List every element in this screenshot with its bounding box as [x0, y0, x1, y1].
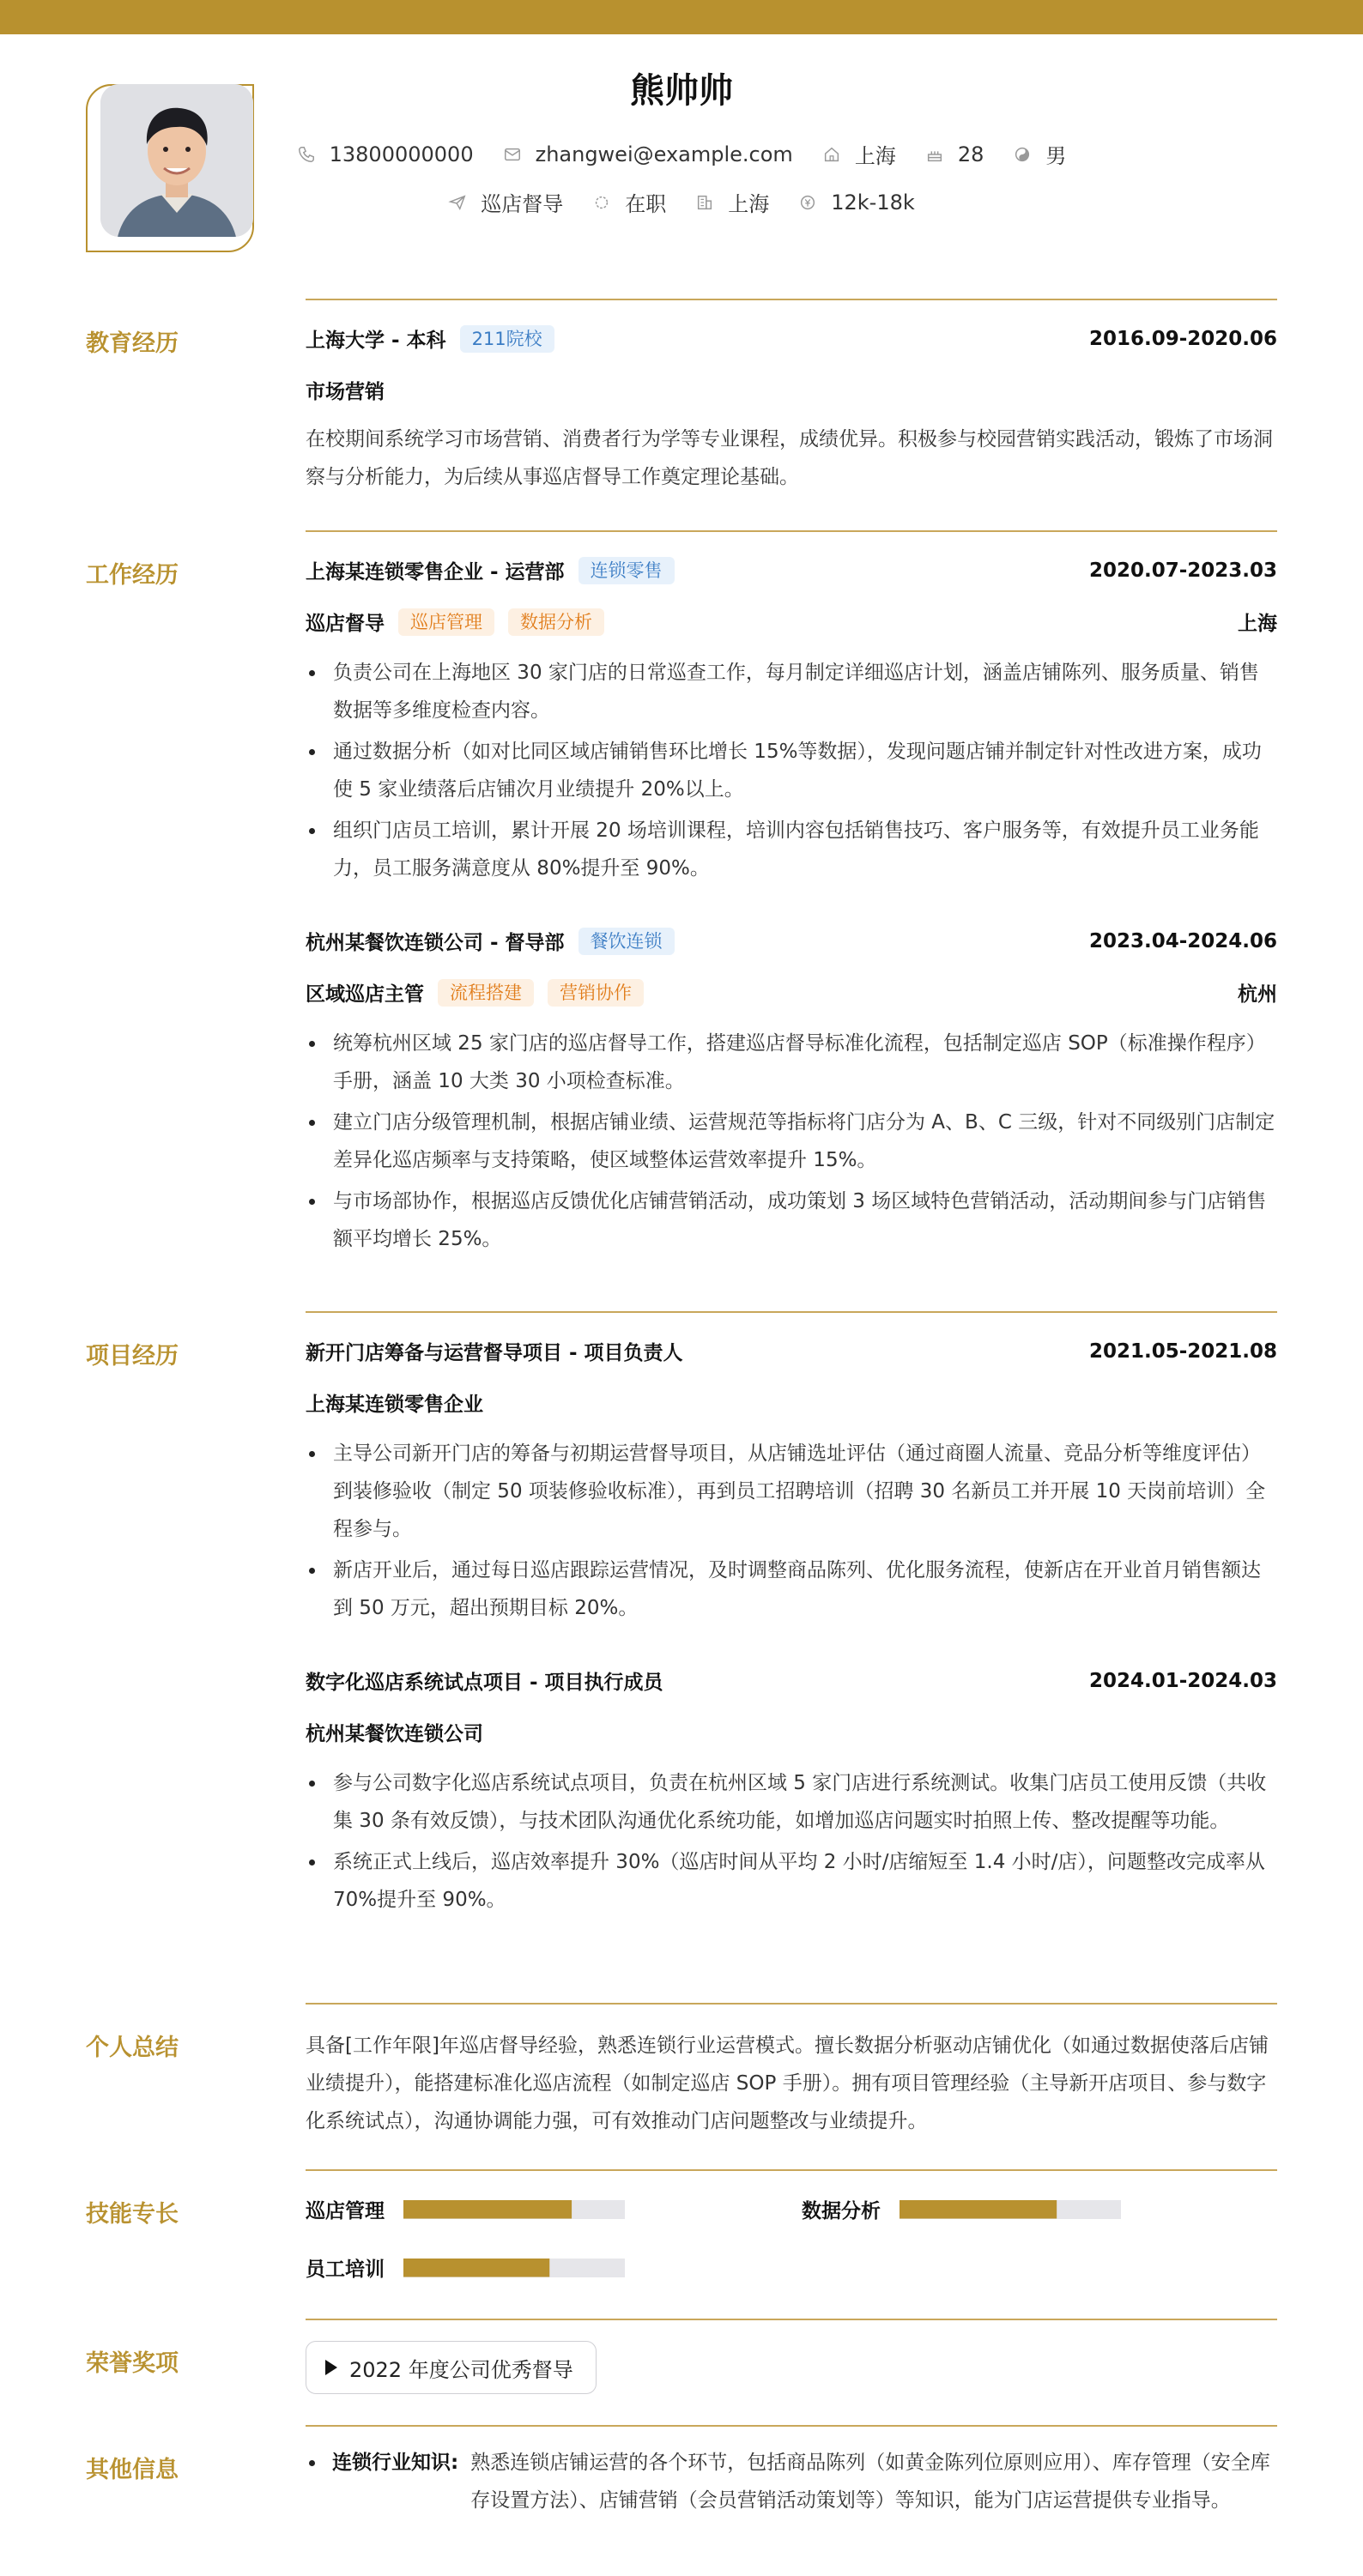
project-name: 新开门店筹备与运营督导项目 - 项目负责人 [306, 1342, 683, 1364]
project-2-header [306, 1666, 1277, 1695]
bullet-dot [309, 2460, 315, 2466]
job-1-bullets [306, 654, 1277, 891]
company-tag: 连锁零售 [579, 557, 675, 584]
job-2-role-row [306, 978, 1277, 1007]
skill-fill [403, 2200, 572, 2219]
job-date: 2020.07-2023.03 [1088, 559, 1277, 582]
email-item [503, 142, 793, 166]
section-title: 技能专长 [86, 2201, 179, 2228]
award-item[interactable] [306, 2341, 597, 2394]
age-text: 28 [957, 142, 984, 166]
position-text: 巡店督导 [481, 192, 564, 216]
section-divider [306, 2003, 1277, 2005]
building-icon [695, 193, 714, 212]
send-icon [448, 193, 467, 212]
status-text: 在职 [625, 192, 667, 216]
other-label: 连锁行业知识: [332, 2452, 459, 2474]
project-1-bullets [306, 1435, 1277, 1630]
company-tag: 餐饮连锁 [579, 928, 675, 955]
section-title: 工作经历 [86, 562, 179, 589]
skill-item [306, 2253, 625, 2282]
list-item: 与市场部协作，根据巡店反馈优化店铺营销活动，成功策划 3 场区域特色营销活动，活动期间参与门店销售额平均增长 25%。 [306, 1182, 1277, 1258]
project-org: 上海某连锁零售企业 [306, 1394, 483, 1416]
project-date: 2024.01-2024.03 [1088, 1669, 1277, 1692]
school-tag: 211院校 [460, 325, 554, 353]
section-divider [306, 2425, 1277, 2427]
section-title: 其他信息 [86, 2457, 179, 2483]
role-tag: 流程搭建 [438, 979, 534, 1007]
list-item: 通过数据分析（如对比同区域店铺销售环比增长 15%等数据），发现问题店铺并制定针对性改进方案，成功使 5 家业绩落后店铺次月业绩提升 20%以上。 [306, 733, 1277, 808]
job-role: 区域巡店主管 [306, 983, 424, 1006]
skill-item [802, 2195, 1121, 2223]
skill-bar [900, 2200, 1121, 2219]
phone-item [297, 142, 474, 166]
contact-info-row [0, 139, 1363, 169]
section-divider [306, 530, 1277, 532]
gender-text: 男 [1045, 144, 1067, 168]
other-item [306, 2444, 1277, 2519]
skill-bar [403, 2259, 625, 2277]
project-org: 杭州某餐饮连锁公司 [306, 1723, 483, 1745]
school-name: 上海大学 - 本科 [306, 330, 446, 352]
position-item [448, 187, 563, 217]
skill-item [306, 2195, 625, 2223]
project-2-bullets [306, 1764, 1277, 1922]
list-item: 系统正式上线后，巡店效率提升 30%（巡店时间从平均 2 小时/店缩短至 1.4 小时/店），问题整改完成率从 70%提升至 90%。 [306, 1843, 1277, 1919]
summary-text: 具备[工作年限]年巡店督导经验，熟悉连锁行业运营模式。擅长数据分析驱动店铺优化（如通过数据使落后店铺业绩提升），能搭建标准化巡店流程（如制定巡店 SOP 手册）。拥有项目管理经验（主导新开店项目、参与数字化系统试点），沟通协调能力强，可有效推动门店问题整改与业绩提升。 [306, 2035, 1269, 2132]
education-header-row [306, 324, 1277, 353]
section-divider [306, 2169, 1277, 2171]
triangle-right-icon [325, 2360, 337, 2375]
candidate-name: 熊帅帅 [630, 71, 733, 111]
list-item: 参与公司数字化巡店系统试点项目，负责在杭州区域 5 家门店进行系统测试。收集门店员工使用反馈（共收集 30 条有效反馈），与技术团队沟通优化系统功能，如增加巡店问题实时拍照上传、整改提醒等功能。 [306, 1764, 1277, 1840]
age-item [925, 142, 984, 166]
education-description: 在校期间系统学习市场营销、消费者行为学等专业课程，成绩优异。积极参与校园营销实践活动，锻炼了市场洞察与分析能力，为后续从事巡店督导工作奠定理论基础。 [306, 428, 1273, 488]
section-title: 个人总结 [86, 2035, 179, 2061]
email-text: zhangwei@example.com [535, 142, 793, 166]
major-row [306, 376, 1277, 404]
list-item: 组织门店员工培训，累计开展 20 场培训课程，培训内容包括销售技巧、客户服务等，有效提升员工业务能力，员工服务满意度从 80%提升至 90%。 [306, 812, 1277, 887]
gender-item [1013, 139, 1066, 169]
target-city-text: 上海 [728, 192, 770, 216]
skill-bar [403, 2200, 625, 2219]
list-item: 新店开业后，通过每日巡店跟踪运营情况，及时调整商品陈列、优化服务流程，使新店在开业首月销售额达到 50 万元，超出预期目标 20%。 [306, 1551, 1277, 1627]
section-title: 项目经历 [86, 1343, 179, 1370]
project-name: 数字化巡店系统试点项目 - 项目执行成员 [306, 1672, 663, 1694]
salary-text: 12k-18k [831, 190, 915, 215]
section-divider [306, 299, 1277, 300]
section-title: 教育经历 [86, 330, 179, 357]
home-icon [822, 145, 841, 164]
company-name: 上海某连锁零售企业 - 运营部 [306, 561, 565, 584]
status-icon [592, 193, 611, 212]
company-name: 杭州某餐饮连锁公司 - 督导部 [306, 932, 565, 954]
skill-name: 巡店管理 [306, 2200, 385, 2222]
list-item: 主导公司新开门店的筹备与初期运营督导项目，从店铺选址评估（通过商圈人流量、竞品分析等维度评估）到装修验收（制定 50 项装修验收标准），再到员工招聘培训（招聘 30 名新员工并开展 10 天岗前培训）全程参与。 [306, 1435, 1277, 1548]
job-intent-row [0, 187, 1363, 217]
top-accent-bar [0, 0, 1363, 34]
other-text: 熟悉连锁店铺运营的各个环节，包括商品陈列（如黄金陈列位原则应用）、库存管理（安全库存设置方法）、店铺营销（会员营销活动策划等）等知识，能为门店运营提供专业指导。 [470, 2452, 1270, 2512]
job-location: 上海 [1238, 613, 1277, 635]
salary-item [798, 190, 915, 215]
job-2-bullets [306, 1025, 1277, 1261]
status-item [592, 187, 666, 217]
role-tag: 营销协作 [548, 979, 644, 1007]
job-date: 2023.04-2024.06 [1088, 929, 1277, 952]
skill-name: 员工培训 [306, 2259, 385, 2281]
role-tag: 巡店管理 [398, 608, 494, 636]
phone-icon [297, 145, 316, 164]
target-city-item [695, 187, 769, 217]
award-text: 2022 年度公司优秀督导 [349, 2357, 573, 2382]
list-item: 统筹杭州区域 25 家门店的巡店督导工作，搭建巡店督导标准化流程，包括制定巡店 SOP（标准操作程序）手册，涵盖 10 大类 30 小项检查标准。 [306, 1025, 1277, 1100]
list-item: 负责公司在上海地区 30 家门店的日常巡查工作，每月制定详细巡店计划，涵盖店铺陈列、服务质量、销售数据等多维度检查内容。 [306, 654, 1277, 729]
project-date: 2021.05-2021.08 [1088, 1339, 1277, 1363]
section-title: 荣誉奖项 [86, 2350, 179, 2377]
major: 市场营销 [306, 381, 385, 403]
section-divider [306, 2319, 1277, 2320]
skill-fill [900, 2200, 1057, 2219]
mail-icon [503, 145, 522, 164]
section-divider [306, 1311, 1277, 1313]
job-1-header [306, 556, 1277, 584]
job-1-role-row [306, 608, 1277, 636]
role-tag: 数据分析 [508, 608, 604, 636]
skill-name: 数据分析 [802, 2200, 881, 2222]
city-text: 上海 [854, 144, 896, 168]
job-location: 杭州 [1238, 983, 1277, 1006]
project-1-org-row [306, 1388, 1277, 1417]
gender-icon [1013, 145, 1032, 164]
education-date: 2016.09-2020.06 [1088, 327, 1277, 350]
phone-text: 13800000000 [329, 142, 474, 166]
job-2-header [306, 927, 1277, 955]
cake-icon [925, 145, 944, 164]
project-2-org-row [306, 1718, 1277, 1746]
money-icon [798, 193, 817, 212]
job-role: 巡店督导 [306, 613, 385, 635]
city-item [822, 139, 896, 169]
skill-fill [403, 2259, 549, 2277]
project-1-header [306, 1337, 1277, 1365]
list-item: 建立门店分级管理机制，根据店铺业绩、运营规范等指标将门店分为 A、B、C 三级，针对不同级别门店制定差异化巡店频率与支持策略，使区域整体运营效率提升 15%。 [306, 1104, 1277, 1179]
